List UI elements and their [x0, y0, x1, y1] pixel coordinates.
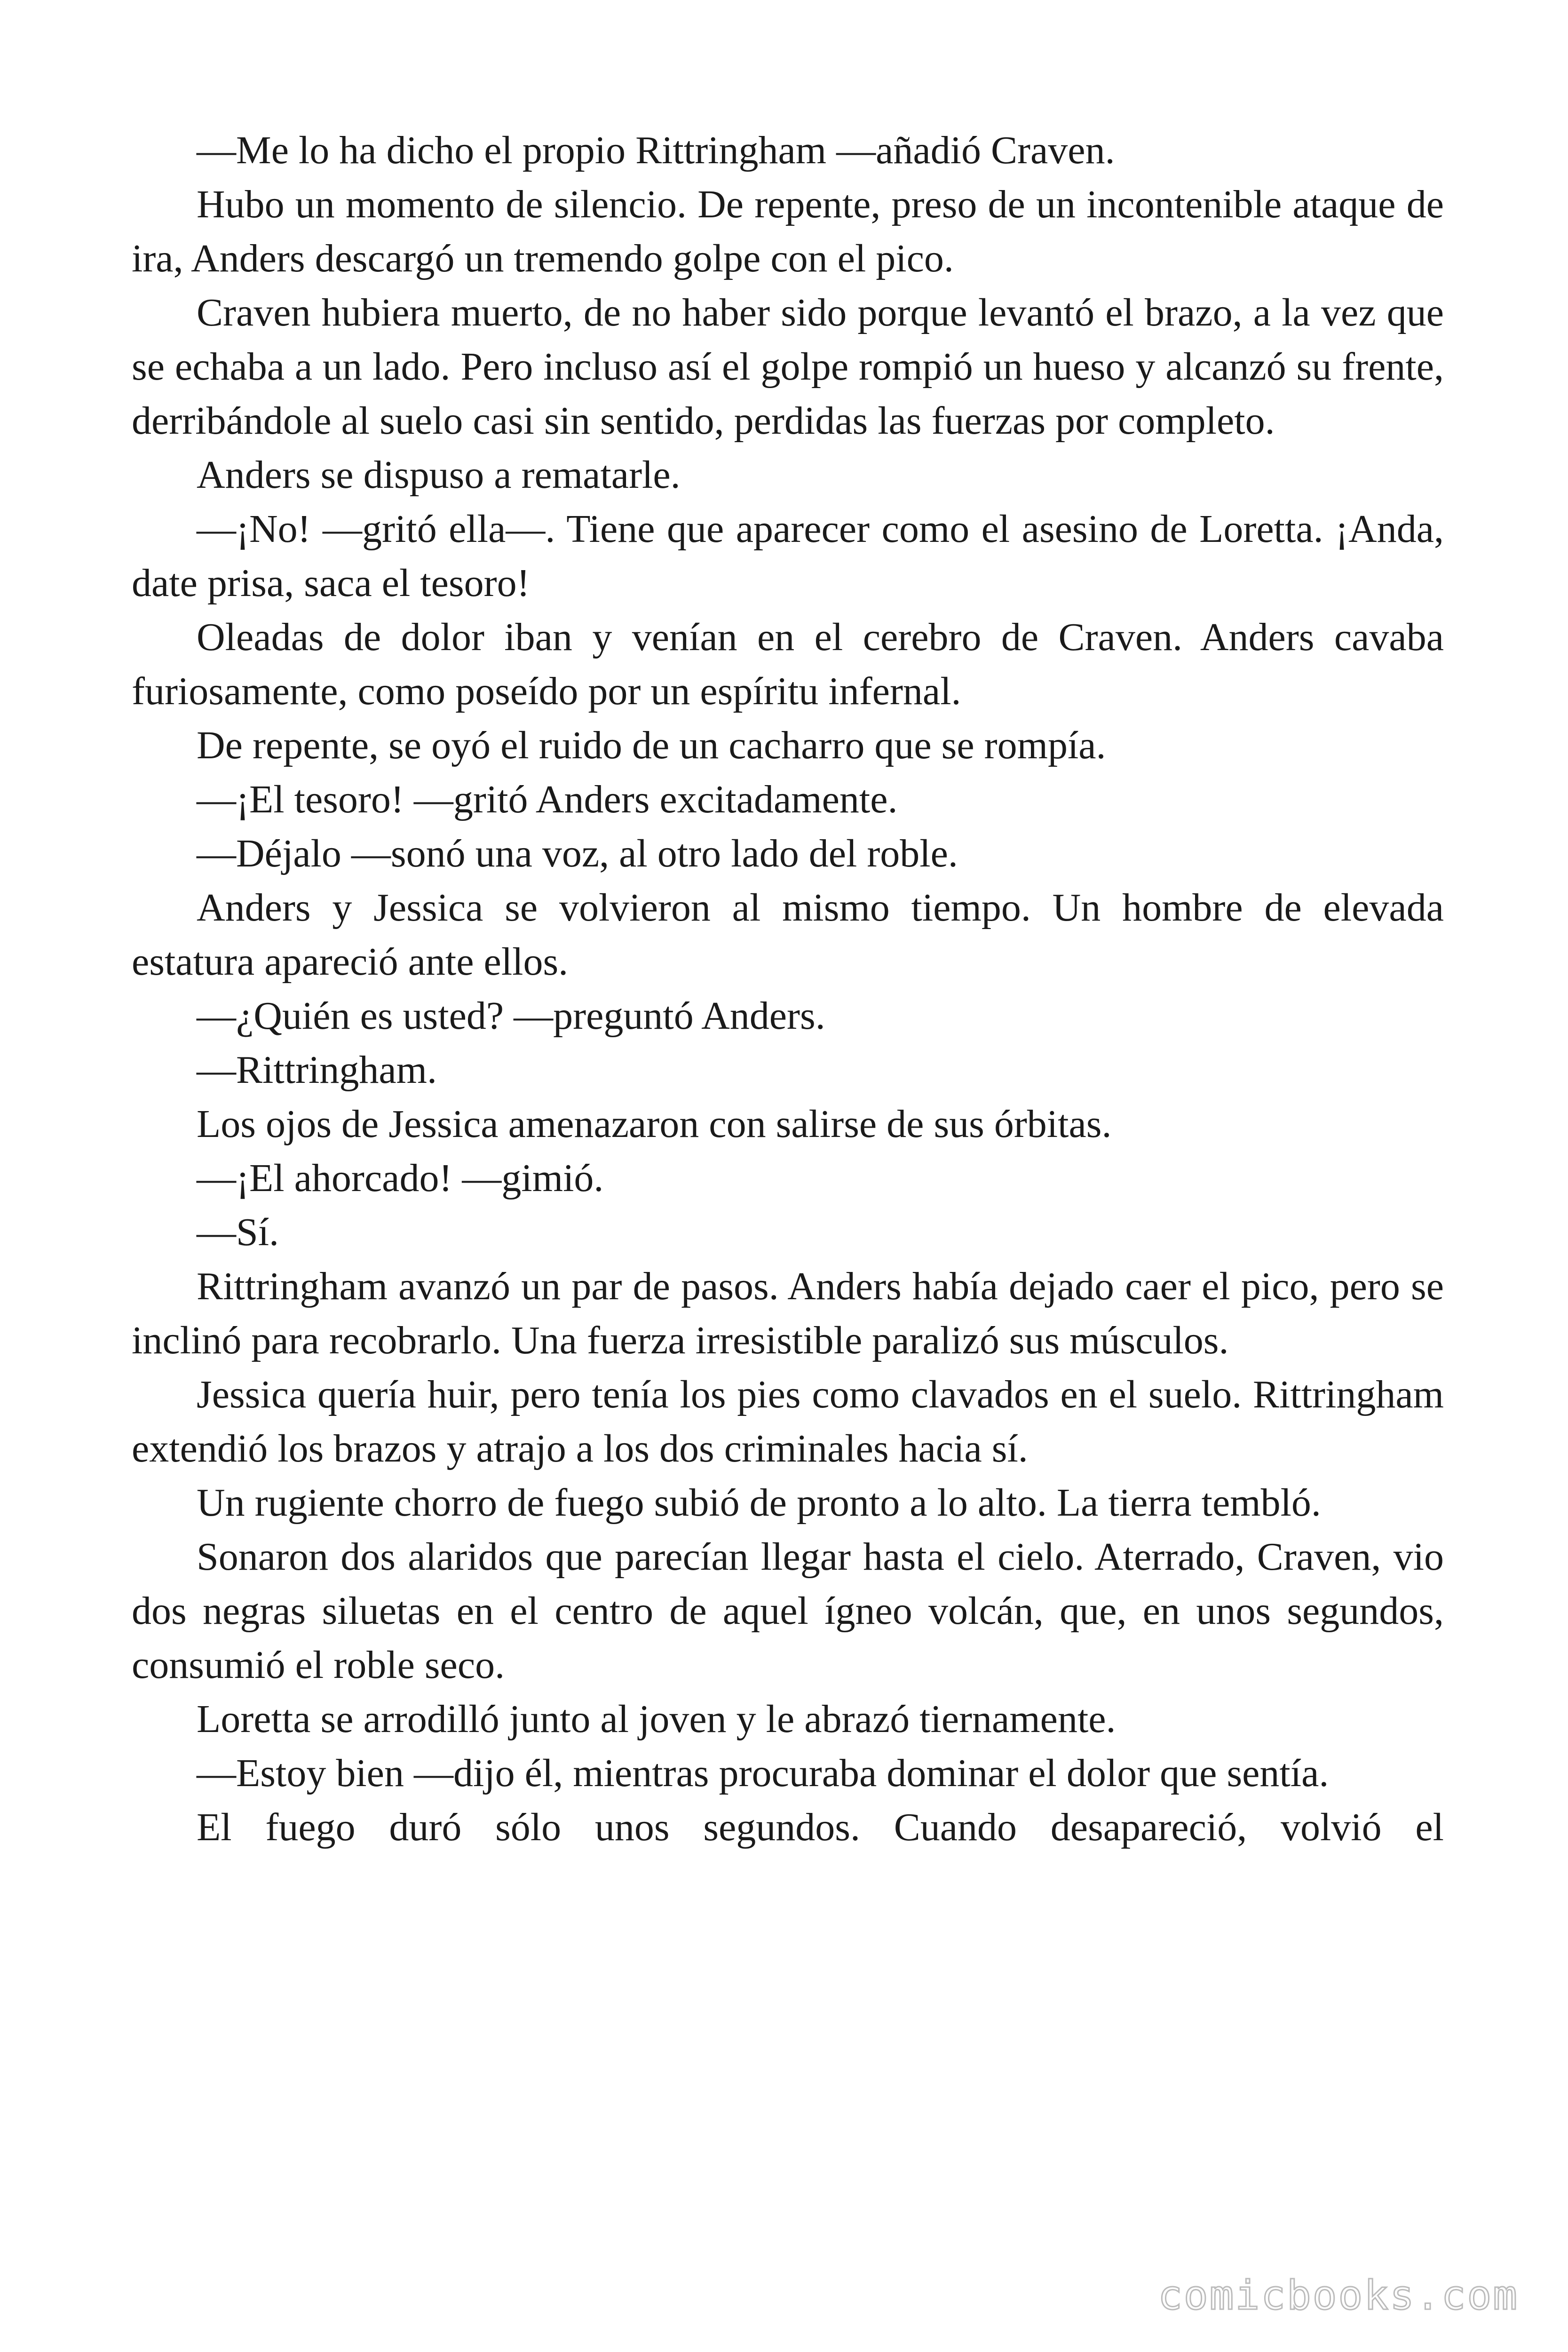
paragraph: —Me lo ha dicho el propio Rittringham —añadió Craven. [197, 128, 1115, 172]
paragraph: De repente, se oyó el ruido de un cacharro que se rompía. [197, 723, 1106, 767]
paragraph: —Déjalo —sonó una voz, al otro lado del roble. [197, 832, 958, 875]
paragraph: —¡El tesoro! —gritó Anders excitadamente. [197, 778, 898, 821]
paragraph: Un rugiente chorro de fuego subió de pronto a lo alto. La tierra tembló. [197, 1481, 1321, 1525]
paragraph: El fuego duró sólo unos segundos. Cuando desapareció, volvió el [197, 1805, 1444, 1849]
paragraph: Rittringham avanzó un par de pasos. Anders había dejado caer el pico, pero se inclinó para recobrarlo. Una fuerza irresistible paralizó sus músculos. [132, 1264, 1444, 1362]
paragraph: Jessica quería huir, pero tenía los pies como clavados en el suelo. Rittringham extendió los brazos y atrajo a los dos criminales hacia sí. [132, 1373, 1444, 1470]
paragraph: —Estoy bien —dijo él, mientras procuraba dominar el dolor que sentía. [197, 1751, 1329, 1795]
paragraph: —¡El ahorcado! —gimió. [197, 1156, 604, 1200]
paragraph: Hubo un momento de silencio. De repente, preso de un incontenible ataque de ira, Anders descargó un tremendo golpe con el pico. [132, 183, 1444, 280]
paragraph: Los ojos de Jessica amenazaron con salirse de sus órbitas. [197, 1102, 1112, 1146]
paragraph: Oleadas de dolor iban y venían en el cerebro de Craven. Anders cavaba furiosamente, como poseído por un espíritu infernal. [132, 615, 1444, 713]
paragraph: Sonaron dos alaridos que parecían llegar hasta el cielo. Aterrado, Craven, vio dos negras siluetas en el centro de aquel ígneo volcán, que, en unos segundos, consumió el roble seco. [132, 1535, 1444, 1687]
paragraph: —¿Quién es usted? —preguntó Anders. [197, 994, 825, 1038]
paragraph: Loretta se arrodilló junto al joven y le abrazó tiernamente. [197, 1697, 1116, 1741]
paragraph: —¡No! —gritó ella—. Tiene que aparecer como el asesino de Loretta. ¡Anda, date prisa, saca el tesoro! [132, 507, 1444, 605]
paragraph: Craven hubiera muerto, de no haber sido porque levantó el brazo, a la vez que se echaba a un lado. Pero incluso así el golpe rompió un hueso y alcanzó su frente, derribándole al suelo casi sin sentido, perdidas las fuerzas por completo. [132, 291, 1444, 443]
watermark: comicbooks.com [1158, 2272, 1519, 2319]
paragraph: —Sí. [197, 1210, 279, 1254]
body-text [132, 123, 1444, 1854]
paragraph: —Rittringham. [197, 1048, 437, 1092]
paragraph: Anders se dispuso a rematarle. [197, 453, 681, 497]
paragraph: Anders y Jessica se volvieron al mismo tiempo. Un hombre de elevada estatura apareció ante ellos. [132, 886, 1444, 984]
